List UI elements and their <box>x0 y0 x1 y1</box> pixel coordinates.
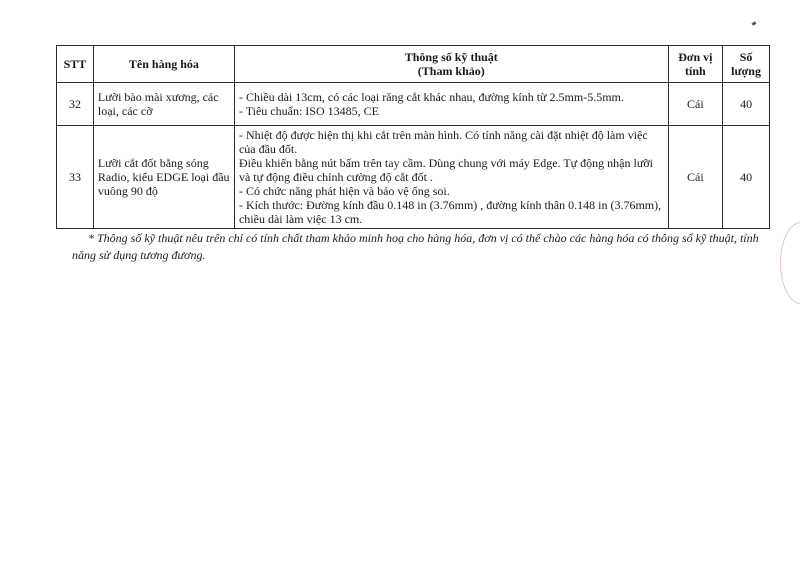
spec-line: - Chiều dài 13cm, có các loại răng cắt khác nhau, đường kính từ 2.5mm-5.5mm. <box>238 90 624 104</box>
header-spec-line2: (Tham khảo) <box>417 64 485 78</box>
table-header-row <box>57 46 770 83</box>
header-qty-line2: lượng <box>731 64 761 78</box>
row-stt: 33 <box>57 126 94 229</box>
spec-line: - Nhiệt độ được hiện thị khi cắt trên màn hình. Có tính năng cài đặt nhiệt độ làm việc của đầu đốt. <box>238 128 648 156</box>
header-unit-line2: tính <box>685 64 706 78</box>
header-spec-line1: Thông số kỹ thuật <box>404 50 498 64</box>
header-name: Tên hàng hóa <box>93 46 234 83</box>
header-qty-line1: Số <box>739 50 753 64</box>
row-name: Lưỡi cắt đốt bằng sóng Radio, kiểu EDGE loại đầu vuông 90 độ <box>93 126 234 229</box>
spec-table <box>56 45 770 229</box>
spec-line: - Có chức năng phát hiện và bảo vệ ống soi. <box>238 184 450 198</box>
header-unit <box>668 46 723 83</box>
scan-mark <box>752 21 757 26</box>
stamp-fragment <box>780 222 800 304</box>
row-spec <box>234 83 668 126</box>
table-row <box>57 126 770 229</box>
spec-line: - Kích thước: Đường kính đầu 0.148 in (3.76mm) , đường kính thân 0.148 in (3.76mm), chiều dài làm việc 13 cm. <box>238 198 662 226</box>
row-qty: 40 <box>723 126 770 229</box>
row-name: Lưỡi bào mài xương, các loại, các cỡ <box>93 83 234 126</box>
footnote: * Thông số kỹ thuật nêu trên chỉ có tính chất tham khảo minh hoạ cho hàng hóa, đơn vị có thể chào các hàng hóa có thông số kỹ thuật, tính năng sử dụng tương đương. <box>72 231 759 262</box>
row-stt: 32 <box>57 83 94 126</box>
row-unit: Cái <box>668 126 723 229</box>
row-unit: Cái <box>668 83 723 126</box>
spec-line: - Tiêu chuẩn: ISO 13485, CE <box>238 104 379 118</box>
table-row <box>57 83 770 126</box>
header-spec <box>234 46 668 83</box>
header-stt: STT <box>57 46 94 83</box>
header-qty <box>723 46 770 83</box>
row-spec <box>234 126 668 229</box>
header-unit-line1: Đơn vị <box>678 50 713 64</box>
spec-line: Điều khiển bằng nút bấm trên tay cầm. Dùng chung với máy Edge. Tự động nhận lưỡi và tự động điều chỉnh cường độ cắt đốt . <box>238 156 654 184</box>
row-qty: 40 <box>723 83 770 126</box>
